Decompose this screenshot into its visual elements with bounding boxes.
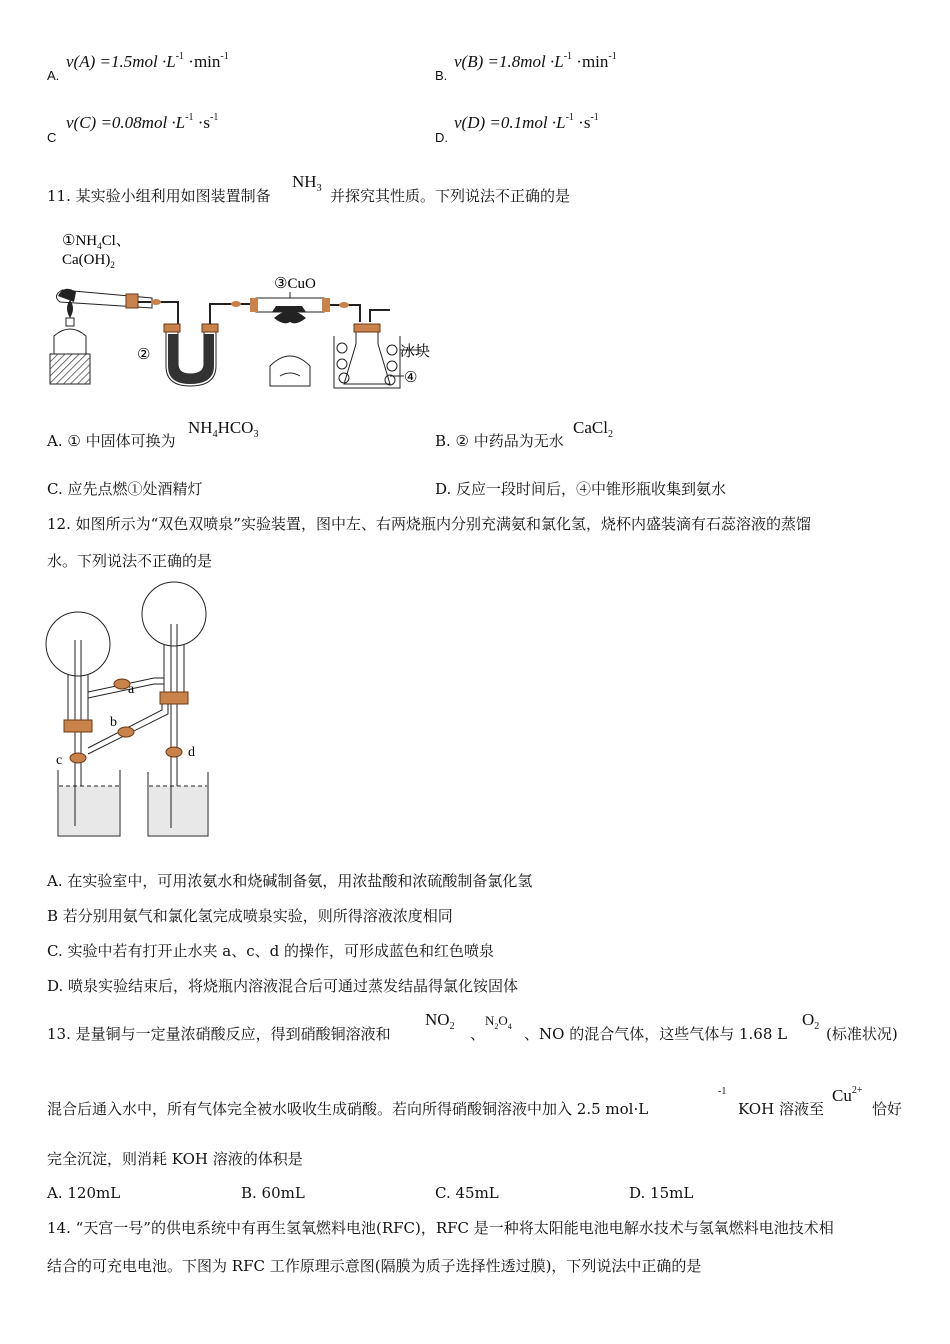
conical-flask — [344, 330, 390, 384]
left-flask — [46, 612, 110, 676]
option-label: C — [47, 130, 57, 145]
q13-option-a: A. 120mL — [47, 1184, 121, 1202]
q10-option-c — [47, 128, 56, 146]
stand-base — [50, 354, 90, 384]
q13-line2-a: 混合后通入水中，所有气体完全被水吸收生成硝酸。若向所得硝酸铜溶液中加入 2.5 mol·L — [47, 1100, 649, 1118]
q13-option-d: D. 15mL — [629, 1184, 694, 1202]
q10-option-a-formula: $v(A) =1.5mol \cdot L^{-1} \cdot\min^{-1}$ — [66, 51, 229, 71]
q11-stem: 11. 某实验小组利用如图装置制备 — [47, 187, 271, 205]
label-2: ② — [137, 347, 151, 363]
label-4: ④ — [404, 370, 418, 386]
q12-option-b: B 若分别用氨气和氯化氢完成喷泉实验，则所得溶液浓度相同 — [47, 907, 453, 925]
o2-formula: $O_2$ — [802, 1010, 820, 1032]
q13-line3: 完全沉淀，则消耗 KOH 溶液的体积是 — [47, 1150, 303, 1168]
nh3-formula: $NH_3$ — [292, 172, 322, 194]
q13-option-b: B. 60mL — [241, 1184, 305, 1202]
q13-line1-a: 13. 是量铜与一定量浓硝酸反应，得到硝酸铜溶液和 — [47, 1025, 391, 1043]
option-label: D. — [435, 130, 448, 145]
q12-option-a: A. 在实验室中，可用浓氨水和烧碱制备氨，用浓盐酸和浓硫酸制备氯化氢 — [47, 872, 533, 890]
q12-option-d: D. 喷泉实验结束后，将烧瓶内溶液混合后可通过蒸发结晶得氯化铵固体 — [47, 977, 519, 995]
cacl2-formula: CaCl$_2$ — [573, 418, 613, 440]
q13-line1-b: 、NO 的混合气体，这些气体与 1.68 L — [524, 1025, 788, 1043]
q11-stem-end: 并探究其性质。下列说法不正确的是 — [330, 187, 571, 205]
svg-text:c: c — [56, 753, 63, 768]
option-label: B. — [435, 68, 448, 83]
cu2-formula: $Cu^{2+}$ — [832, 1085, 863, 1105]
q13-line2-exp: -1 — [718, 1086, 727, 1097]
q12-stem-line2: 水。下列说法不正确的是 — [47, 552, 213, 570]
alcohol-lamp-2 — [270, 356, 310, 386]
q12-fountain-diagram — [44, 580, 224, 842]
svg-text:d: d — [188, 745, 195, 760]
q11-option-a: A. ① 中固体可换为 — [47, 432, 176, 450]
q12-option-c: C. 实验中若有打开止水夹 a、c、d 的操作，可形成蓝色和红色喷泉 — [47, 942, 494, 960]
q13-sep: 、 — [470, 1025, 486, 1043]
clamp-c — [70, 753, 86, 763]
alcohol-lamp-1 — [54, 329, 86, 354]
n2o4-formula: $N_2O_4$ — [485, 1013, 512, 1031]
label-ice: 冰块 — [400, 344, 431, 360]
q14-line2: 结合的可充电电池。下图为 RFC 工作原理示意图(隔膜为质子选择性透过膜)，下列说法中正确的是 — [47, 1257, 702, 1275]
q13-line1-c: (标准状况) — [826, 1025, 898, 1043]
nh4hco3-formula: $NH_4HCO_3$ — [188, 418, 259, 440]
q13-line2-c: 恰好 — [872, 1100, 903, 1118]
svg-text:b: b — [110, 715, 117, 730]
clamp-d — [166, 747, 182, 757]
q11-option-b: B. ② 中药品为无水 — [435, 432, 564, 450]
q12-stem-line1: 12. 如图所示为“双色双喷泉”实验装置，图中左、右两烧瓶内分别充满氨和氯化氢，烧杯内盛装滴有石蕊溶液的蒸馏 — [47, 515, 811, 533]
q13-line2-b: KOH 溶液至 — [738, 1100, 824, 1118]
q11-option-c: C. 应先点燃①处酒精灯 — [47, 480, 203, 498]
option-label: A. — [47, 68, 60, 83]
q10-option-c-formula: $v(C) =0.08mol \cdot L^{-1} \cdot s^{-1}$ — [66, 112, 219, 132]
clamp-b — [118, 727, 134, 737]
q13-option-c: C. 45mL — [435, 1184, 499, 1202]
q11-option-d: D. 反应一段时间后，④中锥形瓶收集到氨水 — [435, 480, 727, 498]
q11-apparatus-diagram — [44, 226, 454, 396]
stopper-left — [64, 720, 92, 732]
q10-option-d — [435, 128, 448, 146]
q10-option-a — [47, 66, 59, 84]
right-flask — [142, 582, 206, 646]
svg-text:a: a — [128, 682, 135, 697]
q14-line1: 14. “天宫一号”的供电系统中有再生氢氧燃料电池(RFC)，RFC 是一种将太阳能电池电解水技术与氢氧燃料电池技术相 — [47, 1219, 834, 1237]
svg-text:①NH4Cl、: $①NH_4Cl$、 — [62, 233, 131, 251]
label-cuo: ③CuO — [274, 276, 316, 292]
flame-2 — [274, 311, 306, 323]
q10-option-d-formula: $v(D) =0.1mol \cdot L^{-1} \cdot s^{-1}$ — [454, 112, 599, 132]
svg-text:Ca(OH)2: $Ca(OH)_2$ — [62, 252, 115, 270]
q10-option-b — [435, 66, 447, 84]
stopper-right — [160, 692, 188, 704]
q10-option-b-formula: $v(B) =1.8mol \cdot L^{-1} \cdot\min^{-1}$ — [454, 51, 617, 71]
no2-formula: $NO_2$ — [425, 1010, 455, 1032]
stopper-1 — [126, 294, 138, 308]
